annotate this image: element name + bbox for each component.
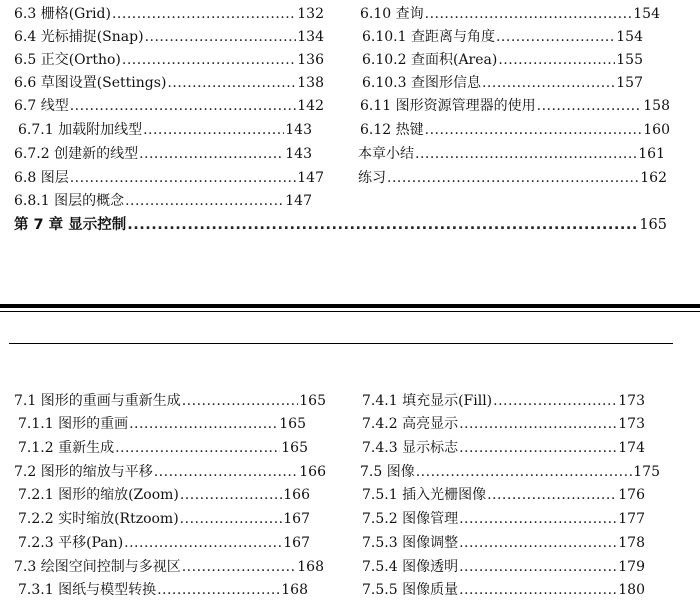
toc-entry bbox=[362, 26, 643, 46]
toc-entry bbox=[362, 508, 645, 528]
dot-leader bbox=[167, 74, 296, 92]
toc-entry-label: 7.4.3 显示标志 bbox=[362, 440, 459, 456]
dot-leader bbox=[182, 558, 297, 576]
toc-entry-page: 147 bbox=[285, 193, 312, 209]
dot-leader bbox=[70, 169, 297, 187]
toc-entry-page: 173 bbox=[618, 416, 645, 432]
dot-leader bbox=[70, 97, 297, 115]
toc-entry-label: 7.3.1 图纸与模型转换 bbox=[18, 582, 157, 598]
toc-entry-label: 7.5 图像 bbox=[360, 464, 415, 480]
toc-entry-page: 136 bbox=[297, 52, 324, 68]
toc-entry-label: 6.10 查询 bbox=[360, 6, 424, 22]
toc-entry bbox=[362, 390, 645, 410]
toc-entry-label: 7.5.5 图像质量 bbox=[362, 582, 459, 598]
toc-entry bbox=[14, 26, 324, 46]
toc-entry-page: 155 bbox=[616, 52, 643, 68]
toc-entry-page: 162 bbox=[640, 170, 667, 186]
toc-entry-label: 7.4.2 高亮显示 bbox=[362, 416, 459, 432]
toc-entry bbox=[14, 390, 326, 410]
toc-entry bbox=[362, 484, 645, 504]
toc-entry-page: 173 bbox=[618, 393, 645, 409]
toc-entry-page: 167 bbox=[283, 535, 310, 551]
toc-entry-page: 134 bbox=[297, 29, 324, 45]
toc-entry-page: 176 bbox=[618, 487, 645, 503]
dot-leader bbox=[122, 51, 296, 69]
toc-entry-label: 7.1.1 图形的重画 bbox=[18, 416, 129, 432]
toc-entry-page: 154 bbox=[616, 29, 643, 45]
toc-entry bbox=[362, 579, 645, 599]
toc-entry-label: 7.2.2 实时缩放(Rtzoom) bbox=[18, 511, 179, 527]
toc-entry-page: 165 bbox=[299, 393, 326, 409]
toc-entry-page: 165 bbox=[279, 416, 306, 432]
toc-entry bbox=[14, 461, 326, 481]
toc-entry-page: 138 bbox=[297, 75, 324, 91]
toc-entry bbox=[14, 167, 324, 187]
toc-entry-label: 7.4.1 填充显示(Fill) bbox=[362, 393, 493, 409]
toc-entry bbox=[362, 49, 643, 69]
chapter-title: 第 7 章 显示控制 bbox=[14, 217, 127, 233]
dot-leader bbox=[415, 145, 637, 163]
dot-leader bbox=[127, 216, 638, 234]
page-separator-thin bbox=[0, 311, 700, 312]
toc-entry-label: 6.12 热键 bbox=[360, 122, 424, 138]
toc-entry-page: 158 bbox=[643, 98, 670, 114]
dot-leader bbox=[180, 510, 283, 528]
dot-leader bbox=[459, 558, 617, 576]
toc-entry-label: 7.1 图形的重画与重新生成 bbox=[14, 393, 181, 409]
page-separator-thick bbox=[0, 304, 700, 308]
toc-entry-page: 179 bbox=[618, 559, 645, 575]
toc-entry-page: 166 bbox=[283, 487, 310, 503]
toc-entry bbox=[18, 413, 306, 433]
dot-leader bbox=[425, 5, 633, 23]
chapter-heading bbox=[14, 214, 667, 234]
toc-entry-label: 7.5.1 插入光栅图像 bbox=[362, 487, 487, 503]
toc-entry-page: 166 bbox=[299, 464, 326, 480]
dot-leader bbox=[498, 51, 615, 69]
toc-entry bbox=[360, 3, 660, 23]
toc-entry bbox=[18, 119, 312, 139]
toc-entry-page: 132 bbox=[297, 6, 324, 22]
toc-entry-label: 6.8.1 图层的概念 bbox=[14, 193, 125, 209]
toc-entry-label: 6.7.1 加载附加线型 bbox=[18, 122, 143, 138]
toc-entry-page: 165 bbox=[281, 440, 308, 456]
dot-leader bbox=[129, 415, 278, 433]
toc-entry-page: 168 bbox=[281, 582, 308, 598]
toc-entry-label: 6.6 草图设置(Settings) bbox=[14, 75, 167, 91]
toc-entry-label: 6.10.3 查图形信息 bbox=[362, 75, 481, 91]
toc-entry bbox=[18, 532, 310, 552]
dot-leader bbox=[487, 486, 617, 504]
toc-entry-label: 7.2 图形的缩放与平移 bbox=[14, 464, 153, 480]
toc-entry-label: 6.3 栅格(Grid) bbox=[14, 6, 111, 22]
toc-entry bbox=[362, 72, 643, 92]
toc-entry-page: 175 bbox=[633, 464, 660, 480]
toc-entry bbox=[14, 95, 324, 115]
dot-leader bbox=[157, 581, 280, 599]
toc-entry bbox=[14, 556, 324, 576]
toc-entry-label: 6.8 图层 bbox=[14, 170, 69, 186]
dot-leader bbox=[124, 534, 282, 552]
dot-leader bbox=[537, 97, 643, 115]
toc-entry-page: 168 bbox=[297, 559, 324, 575]
toc-entry-label: 6.10.1 查距离与角度 bbox=[362, 29, 495, 45]
toc-entry bbox=[362, 532, 645, 552]
dot-leader bbox=[145, 28, 297, 46]
toc-entry bbox=[14, 143, 312, 163]
dot-leader bbox=[125, 192, 284, 210]
dot-leader bbox=[459, 415, 617, 433]
toc-entry-label: 6.11 图形资源管理器的使用 bbox=[360, 98, 536, 114]
toc-entry-label: 7.5.3 图像调整 bbox=[362, 535, 459, 551]
toc-entry-page: 180 bbox=[618, 582, 645, 598]
toc-entry bbox=[14, 72, 324, 92]
toc-entry-label: 7.5.4 图像透明 bbox=[362, 559, 459, 575]
dot-leader bbox=[182, 392, 299, 410]
toc-entry-page: 167 bbox=[283, 511, 310, 527]
toc-entry bbox=[362, 556, 645, 576]
toc-entry-label: 6.7.2 创建新的线型 bbox=[14, 146, 139, 162]
chapter-page: 165 bbox=[639, 217, 667, 233]
dot-leader bbox=[139, 145, 284, 163]
dot-leader bbox=[459, 534, 617, 552]
dot-leader bbox=[143, 121, 284, 139]
dot-leader bbox=[387, 169, 639, 187]
toc-entry-page: 174 bbox=[618, 440, 645, 456]
toc-entry bbox=[360, 461, 660, 481]
dot-leader bbox=[459, 581, 617, 599]
toc-entry bbox=[14, 190, 312, 210]
toc-entry bbox=[18, 437, 308, 457]
toc-entry-page: 178 bbox=[618, 535, 645, 551]
toc-entry-page: 154 bbox=[633, 6, 660, 22]
dot-leader bbox=[180, 486, 282, 504]
toc-entry-page: 157 bbox=[616, 75, 643, 91]
dot-leader bbox=[416, 463, 633, 481]
toc-entry-label: 7.1.2 重新生成 bbox=[18, 440, 115, 456]
toc-entry-page: 142 bbox=[297, 98, 324, 114]
toc-entry-page: 147 bbox=[297, 170, 324, 186]
toc-entry-label: 6.4 光标捕捉(Snap) bbox=[14, 29, 144, 45]
toc-entry-page: 143 bbox=[285, 146, 312, 162]
toc-entry bbox=[360, 119, 670, 139]
toc-entry-label: 7.3 绘图空间控制与多视区 bbox=[14, 559, 181, 575]
toc-page-bottom bbox=[0, 320, 700, 603]
toc-entry-label: 7.5.2 图像管理 bbox=[362, 511, 459, 527]
toc-entry bbox=[358, 143, 665, 163]
toc-entry-label: 7.2.1 图形的缩放(Zoom) bbox=[18, 487, 179, 503]
toc-entry bbox=[358, 167, 667, 187]
dot-leader bbox=[482, 74, 615, 92]
toc-entry-label: 6.5 正交(Ortho) bbox=[14, 52, 121, 68]
dot-leader bbox=[496, 28, 615, 46]
dot-leader bbox=[425, 121, 643, 139]
toc-entry bbox=[18, 508, 310, 528]
toc-entry-label: 练习 bbox=[358, 170, 386, 186]
dot-leader bbox=[493, 392, 617, 410]
dot-leader bbox=[115, 439, 280, 457]
toc-entry bbox=[14, 3, 324, 23]
dot-leader bbox=[112, 5, 296, 23]
toc-entry-page: 177 bbox=[618, 511, 645, 527]
toc-entry-label: 6.7 线型 bbox=[14, 98, 69, 114]
toc-entry-page: 160 bbox=[643, 122, 670, 138]
toc-entry-label: 本章小结 bbox=[358, 146, 414, 162]
toc-entry bbox=[18, 579, 308, 599]
dot-leader bbox=[459, 439, 617, 457]
toc-entry bbox=[362, 413, 645, 433]
toc-entry bbox=[360, 95, 670, 115]
toc-entry-label: 6.10.2 查面积(Area) bbox=[362, 52, 498, 68]
toc-entry bbox=[362, 437, 645, 457]
toc-entry-page: 161 bbox=[638, 146, 665, 162]
dot-leader bbox=[459, 510, 617, 528]
toc-entry bbox=[14, 49, 324, 69]
dot-leader bbox=[154, 463, 299, 481]
toc-entry-label: 7.2.3 平移(Pan) bbox=[18, 535, 124, 551]
toc-entry-page: 143 bbox=[285, 122, 312, 138]
toc-entry bbox=[18, 484, 310, 504]
